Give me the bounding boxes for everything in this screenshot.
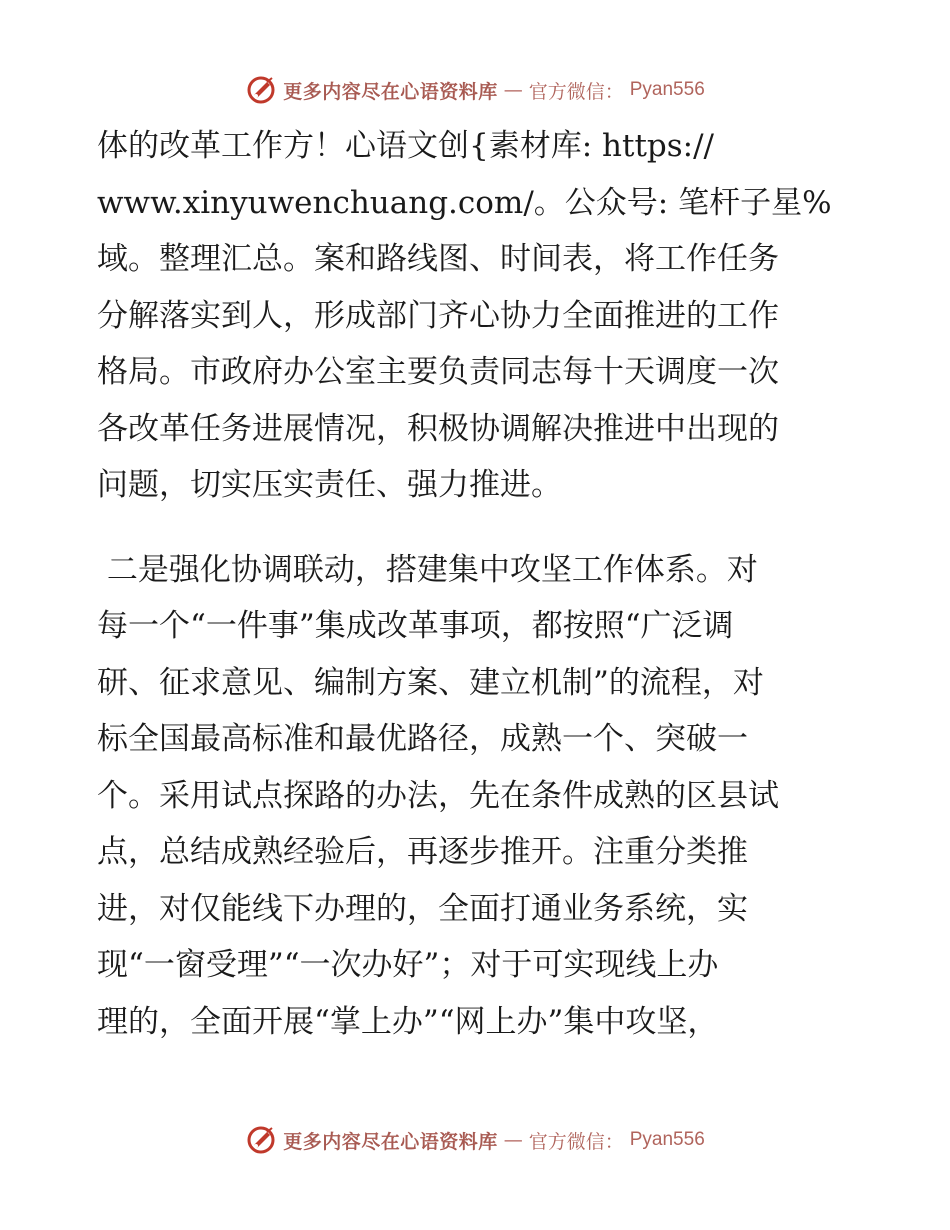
banner-main-text: 更多内容尽在心语资料库: [283, 80, 498, 103]
paragraph-1: [97, 118, 857, 514]
brand-logo-icon: [245, 1124, 277, 1156]
text-line: www.xinyuwenchuang.com/。公众号: 笔杆子星%: [97, 184, 832, 221]
text-line: 各改革任务进展情况，积极协调解决推进中出现的: [97, 410, 779, 447]
brand-logo-icon: [245, 74, 277, 106]
text-line: 标全国最高标准和最优路径，成熟一个、突破一: [97, 721, 748, 757]
text-line: 个。采用试点探路的办法，先在条件成熟的区县试: [97, 777, 779, 814]
text-line: 进，对仅能线下办理的，全面打通业务系统，实: [97, 890, 748, 927]
text-line: 格局。市政府办公室主要负责同志每十天调度一次: [97, 354, 779, 390]
banner-wechat-label: 官方微信：: [528, 80, 624, 103]
text-line: 二是强化协调联动，搭建集中攻坚工作体系。对: [97, 551, 758, 588]
paragraph-gap: [97, 514, 857, 542]
text-line: 现“一窗受理”“一次办好”；对于可实现线上办: [97, 947, 719, 983]
text-line: 体的改革工作方！心语文创{素材库: https://: [97, 128, 714, 164]
text-line: 分解落实到人，形成部门齐心协力全面推进的工作: [97, 297, 779, 334]
paragraph-2: [97, 542, 857, 1051]
banner-wechat-id: Pyan556: [629, 79, 705, 100]
text-line: 理的，全面开展“掌上办”“网上办”集中攻坚，: [97, 1003, 719, 1040]
text-line: 问题，切实压实责任、强力推进。: [97, 467, 562, 503]
text-line: 点，总结成熟经验后，再逐步推开。注重分类推: [97, 834, 748, 870]
header-banner: [0, 70, 950, 110]
banner-dash: —: [503, 1129, 523, 1151]
banner-dash: —: [503, 79, 523, 101]
text-line: 域。整理汇总。案和路线图、时间表，将工作任务: [97, 241, 779, 277]
banner-wechat-label: 官方微信：: [528, 1130, 624, 1153]
footer-banner: [0, 1120, 950, 1160]
banner-wechat-id: Pyan556: [629, 1129, 705, 1150]
text-line: 每一个“一件事”集成改革事项，都按照“广泛调: [97, 608, 734, 644]
text-line: 研、征求意见、编制方案、建立机制”的流程，对: [97, 664, 764, 701]
banner-main-text: 更多内容尽在心语资料库: [283, 1130, 498, 1153]
document-body: [97, 118, 857, 1050]
